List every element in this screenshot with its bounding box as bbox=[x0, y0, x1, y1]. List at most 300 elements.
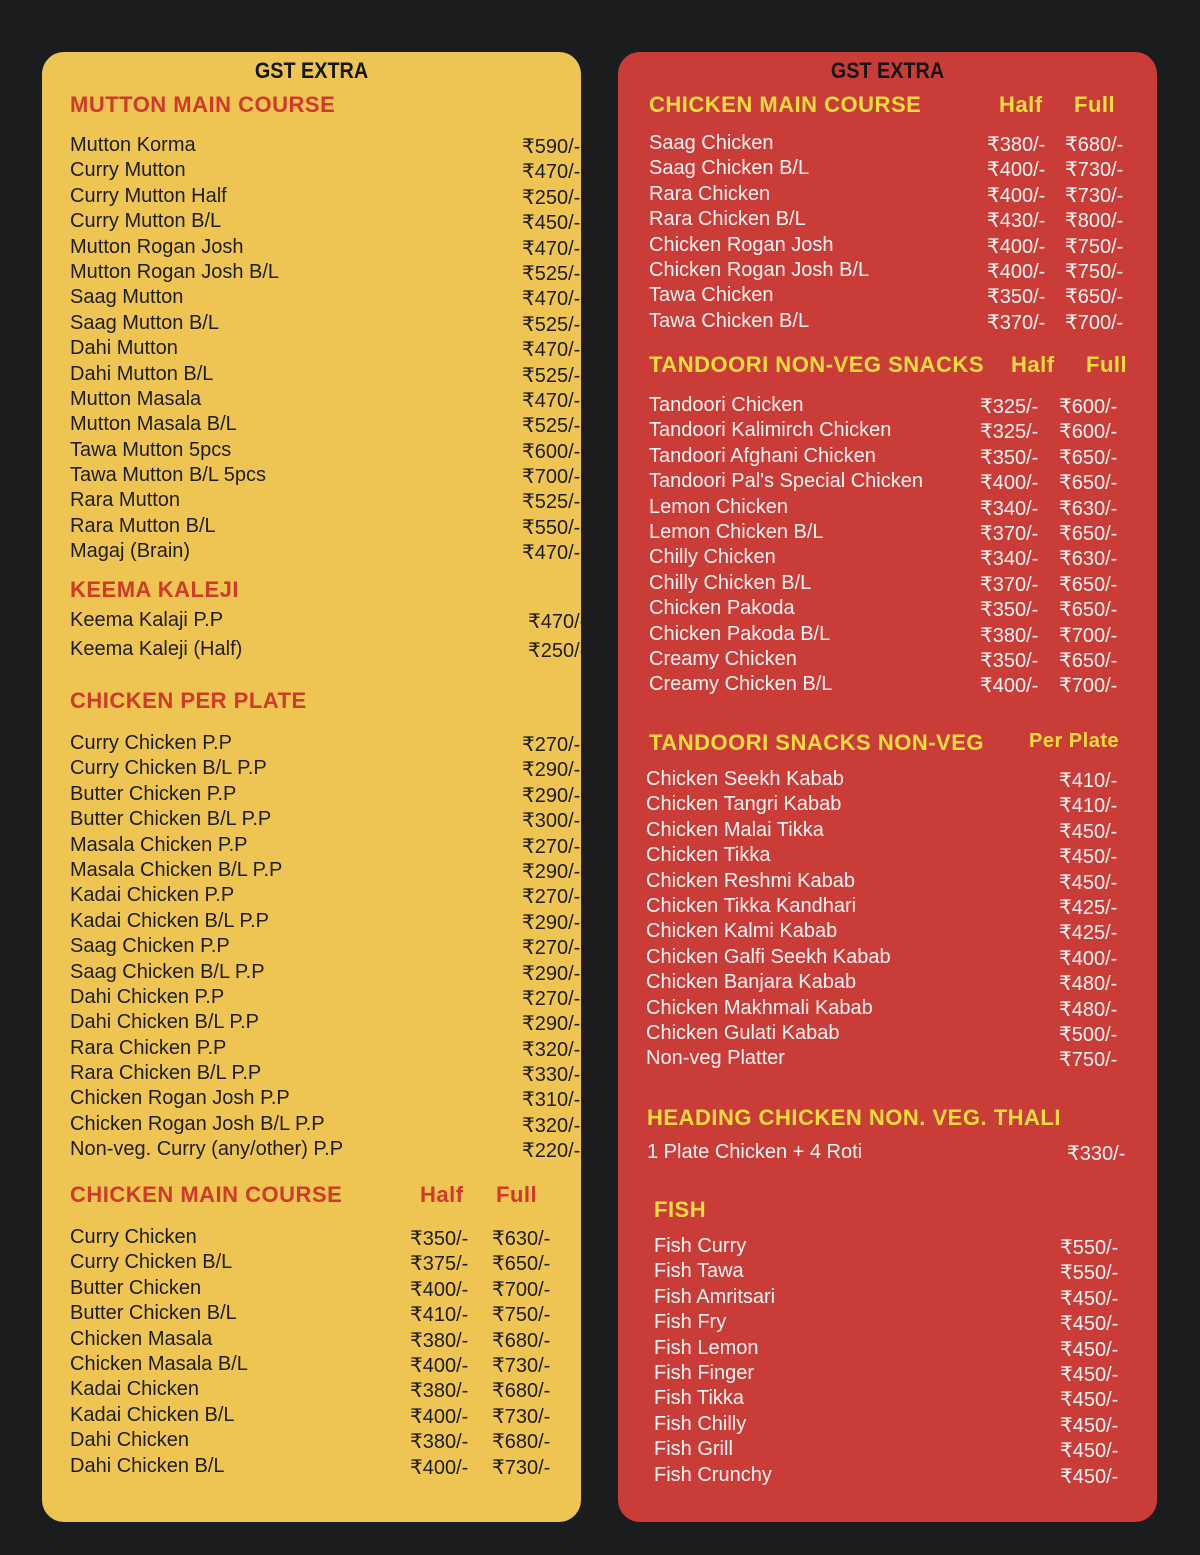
full-price: ₹650/- bbox=[1059, 573, 1118, 596]
menu-item-row bbox=[70, 1138, 581, 1163]
menu-item-row bbox=[70, 1302, 581, 1327]
item-name: Lemon Chicken B/L bbox=[649, 520, 824, 543]
menu-item-row bbox=[649, 208, 1157, 233]
mutton-main-course-section bbox=[42, 92, 581, 566]
menu-item-row bbox=[70, 986, 581, 1011]
item-name: Dahi Chicken B/L P.P bbox=[70, 1011, 259, 1034]
item-name: Non-veg Platter bbox=[646, 1047, 785, 1070]
item-price: ₹450/- bbox=[1060, 1313, 1119, 1336]
item-name: Chicken Makhmali Kabab bbox=[646, 996, 873, 1019]
menu-item-row bbox=[654, 1260, 1157, 1285]
item-name: Fish Tawa bbox=[654, 1260, 744, 1283]
full-price: ₹700/- bbox=[492, 1278, 551, 1301]
menu-item-row bbox=[649, 648, 1157, 673]
chicken-thali-section bbox=[618, 1105, 1157, 1166]
menu-item-row bbox=[649, 259, 1157, 284]
item-name: Fish Finger bbox=[654, 1361, 755, 1384]
item-price: ₹410/- bbox=[1059, 795, 1118, 818]
section-title: TANDOORI NON-VEG SNACKS Half Full bbox=[649, 352, 1128, 377]
menu-item-row bbox=[649, 597, 1157, 622]
half-price: ₹400/- bbox=[410, 1405, 469, 1428]
item-name: Butter Chicken B/L P.P bbox=[70, 808, 272, 831]
half-column-header: Half bbox=[420, 1182, 464, 1207]
item-price: ₹470/- bbox=[522, 389, 581, 412]
item-name: Chicken Rogan Josh P.P bbox=[70, 1087, 290, 1110]
menu-item-row bbox=[70, 159, 581, 184]
half-price: ₹350/- bbox=[987, 286, 1046, 309]
half-price: ₹340/- bbox=[980, 497, 1039, 520]
item-name: Chicken Gulati Kabab bbox=[646, 1021, 840, 1044]
item-price: ₹750/- bbox=[1059, 1049, 1118, 1072]
half-price: ₹380/- bbox=[410, 1329, 469, 1352]
item-price: ₹525/- bbox=[522, 491, 581, 514]
gst-note: GST EXTRA bbox=[830, 58, 945, 83]
item-name: Fish Crunchy bbox=[654, 1463, 772, 1486]
full-price: ₹650/- bbox=[1059, 472, 1118, 495]
menu-item-row bbox=[70, 834, 581, 859]
menu-item-row bbox=[647, 1141, 1157, 1166]
item-name: Tawa Chicken bbox=[649, 284, 774, 307]
tandoori-snacks-non-veg-section bbox=[618, 730, 1157, 1073]
full-price: ₹600/- bbox=[1059, 396, 1118, 418]
section-title: CHICKEN MAIN COURSE Half Full bbox=[70, 1182, 538, 1207]
item-price: ₹470/- bbox=[522, 339, 581, 362]
menu-item-row bbox=[70, 1455, 581, 1480]
section-title: CHICKEN MAIN COURSE Half Full bbox=[649, 92, 1116, 117]
half-price: ₹400/- bbox=[987, 235, 1046, 258]
item-price: ₹700/- bbox=[522, 466, 581, 489]
item-price: ₹480/- bbox=[1059, 998, 1118, 1021]
half-price: ₹350/- bbox=[980, 649, 1039, 672]
item-name: Chicken Rogan Josh B/L P.P bbox=[70, 1112, 325, 1135]
menu-item-row bbox=[654, 1438, 1157, 1463]
item-name: Chicken Masala B/L bbox=[70, 1352, 248, 1375]
full-price: ₹680/- bbox=[1065, 134, 1124, 156]
item-name: Fish Tikka bbox=[654, 1387, 745, 1410]
menu-item-row bbox=[649, 623, 1157, 648]
item-name: Dahi Chicken P.P bbox=[70, 985, 225, 1008]
menu-item-row bbox=[654, 1387, 1157, 1412]
half-price: ₹370/- bbox=[980, 573, 1039, 596]
menu-item-row bbox=[649, 445, 1157, 470]
menu-item-row bbox=[646, 819, 1154, 844]
item-price: ₹550/- bbox=[1060, 1237, 1119, 1259]
menu-item-row bbox=[70, 540, 581, 565]
item-name: Curry Chicken bbox=[70, 1226, 197, 1248]
item-price: ₹450/- bbox=[1059, 871, 1118, 894]
item-price: ₹450/- bbox=[1060, 1414, 1119, 1437]
item-price: ₹500/- bbox=[1059, 1023, 1118, 1046]
item-name: Fish Curry bbox=[654, 1235, 747, 1257]
item-price: ₹450/- bbox=[1060, 1287, 1119, 1310]
menu-item-row bbox=[654, 1464, 1157, 1489]
item-price: ₹450/- bbox=[522, 212, 581, 235]
menu-item-row bbox=[646, 870, 1154, 895]
item-name: Keema Kaleji (Half) bbox=[70, 638, 243, 660]
item-name: Masala Chicken P.P bbox=[70, 833, 248, 856]
item-price: ₹470/- bbox=[528, 611, 587, 633]
menu-item-row bbox=[70, 1404, 581, 1429]
full-price: ₹730/- bbox=[1065, 159, 1124, 182]
full-price: ₹630/- bbox=[1059, 548, 1118, 571]
full-price: ₹600/- bbox=[1059, 421, 1118, 444]
menu-item-row bbox=[70, 413, 581, 438]
section-title: HEADING CHICKEN NON. VEG. THALI bbox=[647, 1105, 1061, 1130]
item-price: ₹300/- bbox=[522, 810, 581, 833]
full-column-header: Full bbox=[496, 1182, 538, 1207]
item-name: Chicken Banjara Kabab bbox=[646, 971, 857, 994]
section-title: TANDOORI SNACKS NON-VEG Per Plate bbox=[649, 730, 1120, 755]
item-name: Dahi Chicken B/L bbox=[70, 1454, 225, 1477]
item-price: ₹450/- bbox=[1059, 846, 1118, 869]
item-name: Curry Chicken P.P bbox=[70, 732, 232, 754]
item-name: Kadai Chicken B/L P.P bbox=[70, 909, 270, 932]
item-price: ₹270/- bbox=[522, 734, 581, 756]
item-price: ₹290/- bbox=[522, 759, 581, 782]
per-plate-column-header: Per Plate bbox=[1029, 730, 1120, 752]
tandoori-non-veg-snacks-section bbox=[618, 352, 1157, 699]
item-price: ₹270/- bbox=[522, 886, 581, 909]
menu-item-row bbox=[70, 859, 581, 884]
half-price: ₹430/- bbox=[987, 210, 1046, 233]
item-name: Chicken Reshmi Kabab bbox=[646, 869, 855, 892]
full-price: ₹750/- bbox=[492, 1304, 551, 1327]
chicken-per-plate-section bbox=[42, 688, 581, 1164]
item-name: Chicken Galfi Seekh Kabab bbox=[646, 945, 891, 968]
item-price: ₹250/- bbox=[528, 640, 587, 662]
menu-item-row bbox=[70, 286, 581, 311]
item-price: ₹590/- bbox=[522, 136, 581, 158]
menu-item-row bbox=[649, 572, 1157, 597]
menu-item-row bbox=[70, 638, 587, 667]
item-name: Rara Chicken B/L bbox=[649, 208, 806, 231]
item-name: Tandoori Afghani Chicken bbox=[649, 444, 876, 467]
full-price: ₹680/- bbox=[492, 1431, 551, 1454]
half-price: ₹400/- bbox=[987, 260, 1046, 283]
item-price: ₹410/- bbox=[1059, 770, 1118, 792]
menu-item-row bbox=[649, 234, 1157, 259]
menu-item-row bbox=[649, 673, 1157, 698]
menu-item-row bbox=[70, 439, 581, 464]
item-name: Dahi Mutton B/L bbox=[70, 362, 214, 385]
chicken-main-course-section bbox=[42, 1182, 581, 1480]
item-price: ₹470/- bbox=[522, 161, 581, 184]
menu-item-row bbox=[70, 1113, 581, 1138]
item-name: Saag Mutton B/L bbox=[70, 311, 219, 334]
item-name: Curry Mutton B/L bbox=[70, 210, 222, 233]
menu-item-row bbox=[70, 185, 581, 210]
menu-item-row bbox=[70, 515, 581, 540]
item-price: ₹470/- bbox=[522, 288, 581, 311]
menu-item-row bbox=[70, 732, 581, 757]
item-name: Creamy Chicken bbox=[649, 647, 797, 670]
menu-item-row bbox=[646, 1047, 1154, 1072]
section-title: CHICKEN PER PLATE bbox=[70, 688, 307, 713]
half-price: ₹350/- bbox=[410, 1228, 469, 1250]
menu-item-row bbox=[70, 1277, 581, 1302]
item-price: ₹310/- bbox=[522, 1089, 581, 1112]
item-price: ₹330/- bbox=[1067, 1143, 1126, 1165]
half-price: ₹410/- bbox=[410, 1304, 469, 1327]
item-name: Mutton Korma bbox=[70, 134, 196, 156]
item-price: ₹220/- bbox=[522, 1140, 581, 1163]
item-name: Chicken Pakoda B/L bbox=[649, 622, 831, 645]
item-price: ₹290/- bbox=[522, 911, 581, 934]
item-name: Tawa Mutton 5pcs bbox=[70, 438, 232, 461]
item-name: 1 Plate Chicken + 4 Roti bbox=[647, 1141, 863, 1163]
menu-item-row bbox=[70, 1011, 581, 1036]
item-name: Kadai Chicken B/L bbox=[70, 1403, 235, 1426]
menu-item-row bbox=[654, 1362, 1157, 1387]
menu-item-row bbox=[70, 210, 581, 235]
item-price: ₹270/- bbox=[522, 835, 581, 858]
menu-item-row bbox=[70, 757, 581, 782]
item-name: Creamy Chicken B/L bbox=[649, 673, 833, 696]
menu-item-row bbox=[649, 419, 1157, 444]
item-price: ₹450/- bbox=[1060, 1363, 1119, 1386]
menu-item-row bbox=[646, 768, 1154, 793]
menu-item-row bbox=[70, 337, 581, 362]
menu-item-row bbox=[70, 935, 581, 960]
menu-item-row bbox=[654, 1235, 1157, 1260]
full-price: ₹630/- bbox=[492, 1228, 551, 1250]
menu-item-row bbox=[70, 1062, 581, 1087]
menu-item-row bbox=[70, 388, 581, 413]
menu-item-row bbox=[646, 793, 1154, 818]
menu-item-row bbox=[646, 844, 1154, 869]
item-name: Fish Grill bbox=[654, 1438, 733, 1461]
chicken-main-course-section bbox=[618, 92, 1157, 335]
menu-item-row bbox=[649, 496, 1157, 521]
full-column-header: Full bbox=[1074, 92, 1116, 117]
item-name: Rara Chicken B/L P.P bbox=[70, 1062, 262, 1085]
item-name: Tandoori Kalimirch Chicken bbox=[649, 419, 892, 442]
full-price: ₹730/- bbox=[492, 1405, 551, 1428]
half-price: ₹400/- bbox=[410, 1278, 469, 1301]
item-name: Fish Amritsari bbox=[654, 1285, 776, 1308]
item-price: ₹425/- bbox=[1059, 896, 1118, 919]
menu-item-row bbox=[649, 470, 1157, 495]
half-price: ₹340/- bbox=[980, 548, 1039, 571]
menu-item-row bbox=[646, 946, 1154, 971]
half-column-header: Half bbox=[999, 92, 1043, 117]
item-name: Mutton Masala B/L bbox=[70, 413, 237, 436]
item-price: ₹450/- bbox=[1060, 1389, 1119, 1412]
item-name: Mutton Masala bbox=[70, 387, 202, 410]
half-price: ₹380/- bbox=[987, 134, 1046, 156]
menu-item-row bbox=[70, 1037, 581, 1062]
item-name: Dahi Chicken bbox=[70, 1429, 189, 1452]
full-price: ₹650/- bbox=[1059, 522, 1118, 545]
item-price: ₹290/- bbox=[522, 784, 581, 807]
menu-item-row bbox=[654, 1311, 1157, 1336]
menu-item-row bbox=[70, 1429, 581, 1454]
menu-item-row bbox=[70, 1087, 581, 1112]
item-name: Saag Mutton bbox=[70, 286, 184, 309]
full-price: ₹730/- bbox=[1065, 184, 1124, 207]
item-price: ₹480/- bbox=[1059, 973, 1118, 996]
menu-item-row bbox=[70, 1226, 581, 1251]
item-name: Tandoori Chicken bbox=[649, 394, 804, 416]
item-price: ₹320/- bbox=[522, 1038, 581, 1061]
item-price: ₹550/- bbox=[1060, 1262, 1119, 1285]
full-column-header: Full bbox=[1086, 352, 1128, 377]
menu-item-row bbox=[70, 1251, 581, 1276]
item-name: Chicken Tikka bbox=[646, 844, 771, 867]
left-menu-panel bbox=[42, 52, 587, 1522]
item-name: Fish Fry bbox=[654, 1311, 727, 1334]
full-price: ₹650/- bbox=[1065, 286, 1124, 309]
menu-item-row bbox=[646, 920, 1154, 945]
item-name: Saag Chicken B/L P.P bbox=[70, 960, 265, 983]
fish-section bbox=[618, 1197, 1157, 1489]
half-price: ₹350/- bbox=[980, 446, 1039, 469]
menu-item-row bbox=[70, 609, 587, 638]
menu-item-row bbox=[646, 1022, 1154, 1047]
full-price: ₹630/- bbox=[1059, 497, 1118, 520]
item-price: ₹470/- bbox=[522, 237, 581, 260]
menu-item-row bbox=[70, 884, 581, 909]
full-price: ₹680/- bbox=[492, 1329, 551, 1352]
item-price: ₹270/- bbox=[522, 987, 581, 1010]
section-title: FISH bbox=[654, 1197, 707, 1222]
item-name: Chilly Chicken B/L bbox=[649, 571, 812, 594]
item-name: Chicken Seekh Kabab bbox=[646, 768, 844, 790]
half-price: ₹380/- bbox=[410, 1380, 469, 1403]
half-price: ₹380/- bbox=[980, 624, 1039, 647]
item-name: Dahi Mutton bbox=[70, 337, 178, 360]
item-price: ₹525/- bbox=[522, 364, 581, 387]
item-name: Butter Chicken B/L bbox=[70, 1302, 237, 1325]
item-name: Saag Chicken P.P bbox=[70, 935, 230, 958]
item-name: Non-veg. Curry (any/other) P.P bbox=[70, 1138, 344, 1161]
menu-item-row bbox=[70, 1378, 581, 1403]
right-menu-panel bbox=[618, 52, 1157, 1522]
item-name: Mutton Rogan Josh bbox=[70, 235, 244, 258]
half-price: ₹400/- bbox=[987, 184, 1046, 207]
full-price: ₹650/- bbox=[1059, 446, 1118, 469]
full-price: ₹730/- bbox=[492, 1456, 551, 1479]
item-price: ₹470/- bbox=[522, 542, 581, 565]
item-name: Tandoori Pal's Special Chicken bbox=[649, 470, 923, 493]
item-name: Rara Chicken P.P bbox=[70, 1036, 227, 1059]
item-name: Chicken Masala bbox=[70, 1327, 213, 1350]
half-price: ₹370/- bbox=[980, 522, 1039, 545]
item-price: ₹550/- bbox=[522, 516, 581, 539]
item-name: Butter Chicken bbox=[70, 1276, 202, 1299]
half-price: ₹375/- bbox=[410, 1253, 469, 1276]
menu-item-row bbox=[70, 236, 581, 261]
menu-item-row bbox=[646, 895, 1154, 920]
item-price: ₹270/- bbox=[522, 937, 581, 960]
half-price: ₹400/- bbox=[980, 472, 1039, 495]
menu-item-row bbox=[70, 464, 581, 489]
half-price: ₹400/- bbox=[410, 1354, 469, 1377]
section-title: KEEMA KALEJI bbox=[70, 577, 239, 602]
menu-item-row bbox=[646, 971, 1154, 996]
item-name: Saag Chicken bbox=[649, 132, 774, 154]
menu-item-row bbox=[70, 1328, 581, 1353]
item-name: Rara Mutton bbox=[70, 489, 181, 512]
item-price: ₹600/- bbox=[522, 440, 581, 463]
menu-item-row bbox=[70, 910, 581, 935]
item-name: Saag Chicken B/L bbox=[649, 157, 810, 180]
menu-item-row bbox=[649, 394, 1157, 419]
item-price: ₹450/- bbox=[1059, 820, 1118, 843]
menu-item-row bbox=[70, 808, 581, 833]
item-name: Fish Chilly bbox=[654, 1412, 747, 1435]
item-name: Chicken Rogan Josh bbox=[649, 233, 834, 256]
half-price: ₹400/- bbox=[410, 1456, 469, 1479]
menu-item-row bbox=[654, 1286, 1157, 1311]
item-price: ₹525/- bbox=[522, 262, 581, 285]
item-name: Rara Mutton B/L bbox=[70, 514, 216, 537]
full-price: ₹730/- bbox=[492, 1354, 551, 1377]
half-price: ₹325/- bbox=[980, 421, 1039, 444]
keema-kaleji-section bbox=[42, 577, 587, 667]
full-price: ₹650/- bbox=[1059, 649, 1118, 672]
item-name: Masala Chicken B/L P.P bbox=[70, 858, 283, 881]
half-price: ₹350/- bbox=[980, 599, 1039, 622]
item-name: Lemon Chicken bbox=[649, 495, 788, 518]
menu-item-row bbox=[70, 134, 581, 159]
full-price: ₹650/- bbox=[1059, 599, 1118, 622]
half-price: ₹380/- bbox=[410, 1431, 469, 1454]
full-price: ₹680/- bbox=[492, 1380, 551, 1403]
item-name: Chicken Rogan Josh B/L bbox=[649, 258, 870, 281]
item-price: ₹450/- bbox=[1060, 1338, 1119, 1361]
menu-item-row bbox=[70, 312, 581, 337]
menu-item-row bbox=[649, 157, 1157, 182]
menu-item-row bbox=[654, 1337, 1157, 1362]
item-name: Chicken Pakoda bbox=[649, 597, 795, 620]
item-name: Butter Chicken P.P bbox=[70, 782, 237, 805]
menu-item-row bbox=[70, 1353, 581, 1378]
full-price: ₹700/- bbox=[1059, 624, 1118, 647]
item-name: Tawa Mutton B/L 5pcs bbox=[70, 464, 267, 487]
menu-item-row bbox=[70, 961, 581, 986]
item-name: Tawa Chicken B/L bbox=[649, 309, 810, 332]
half-price: ₹400/- bbox=[980, 675, 1039, 698]
item-name: Chicken Tangri Kabab bbox=[646, 793, 842, 816]
item-price: ₹290/- bbox=[522, 1013, 581, 1036]
item-price: ₹330/- bbox=[522, 1064, 581, 1087]
item-name: Kadai Chicken P.P bbox=[70, 884, 235, 907]
item-name: Kadai Chicken bbox=[70, 1378, 199, 1401]
item-price: ₹525/- bbox=[522, 415, 581, 438]
half-price: ₹325/- bbox=[980, 396, 1039, 418]
menu-item-row bbox=[649, 521, 1157, 546]
full-price: ₹700/- bbox=[1059, 675, 1118, 698]
menu-item-row bbox=[649, 183, 1157, 208]
item-name: Keema Kalaji P.P bbox=[70, 609, 224, 631]
menu-item-row bbox=[649, 132, 1157, 157]
menu-item-row bbox=[646, 997, 1154, 1022]
menu-item-row bbox=[649, 310, 1157, 335]
item-name: Chicken Kalmi Kabab bbox=[646, 920, 838, 943]
item-price: ₹320/- bbox=[522, 1114, 581, 1137]
menu-item-row bbox=[654, 1413, 1157, 1438]
half-price: ₹370/- bbox=[987, 311, 1046, 334]
item-name: Magaj (Brain) bbox=[70, 540, 191, 563]
item-name: Rara Chicken bbox=[649, 182, 771, 205]
item-price: ₹450/- bbox=[1060, 1465, 1119, 1488]
item-price: ₹290/- bbox=[522, 860, 581, 883]
full-price: ₹750/- bbox=[1065, 260, 1124, 283]
item-name: Fish Lemon bbox=[654, 1336, 759, 1359]
item-name: Curry Chicken B/L bbox=[70, 1251, 233, 1274]
half-price: ₹400/- bbox=[987, 159, 1046, 182]
